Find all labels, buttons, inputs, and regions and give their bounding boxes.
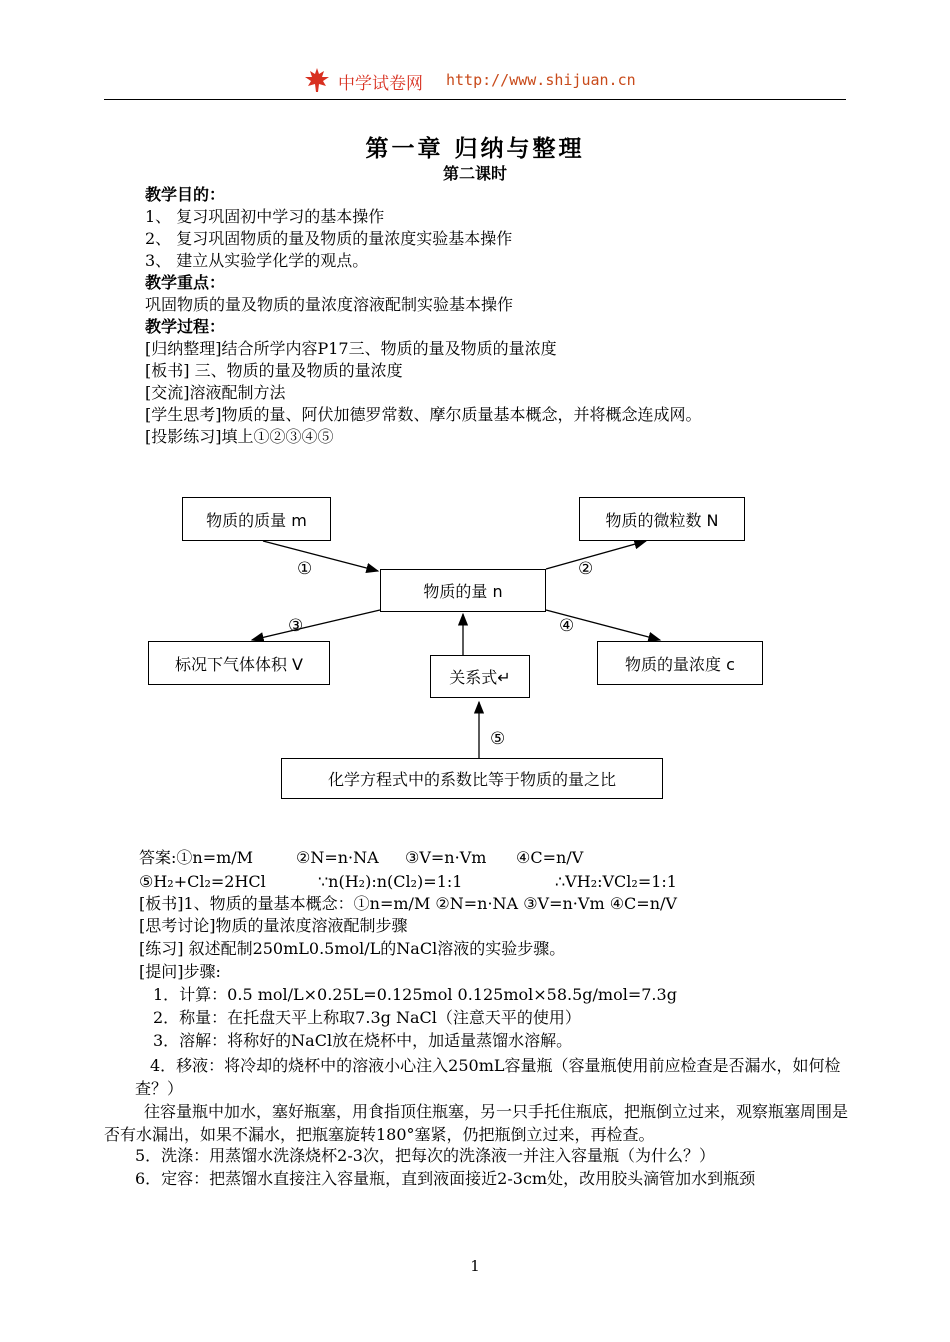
- step-leak-check: 往容量瓶中加水，塞好瓶塞，用食指顶住瓶塞，另一只手托住瓶底，把瓶倒立过来，观察瓶塞周围是否有水漏出，如果不漏水，把瓶塞旋转180°塞紧，仍把瓶倒立过来，再检查。: [104, 1102, 849, 1144]
- objective-item: 1、 复习巩固初中学习的基本操作: [145, 207, 385, 226]
- step-wash: 5．洗涤：用蒸馏水洗涤烧杯2-3次，把每次的洗涤液一并注入容量瓶（为什么？）: [135, 1146, 715, 1165]
- process-line: [板书] 三、物质的量及物质的量浓度: [145, 361, 403, 380]
- focus-heading: 教学重点：: [145, 273, 226, 292]
- label-5: ⑤: [490, 729, 506, 749]
- box-relation: 关系式↵: [430, 655, 530, 698]
- objectives-heading: 教学目的：: [145, 185, 226, 204]
- box-concentration: 物质的量浓度 c: [597, 641, 763, 685]
- arrow-mass-to-amount: [263, 541, 378, 571]
- exercise-line: [练习] 叙述配制250mL0.5mol/L的NaCl溶液的实验步骤。: [139, 939, 566, 958]
- objective-item: 3、 建立从实验学化学的观点。: [145, 251, 369, 270]
- box-mass: 物质的质量 m: [182, 497, 331, 541]
- discussion-line: [思考讨论]物质的量浓度溶液配制步骤: [139, 916, 408, 935]
- label-1: ①: [297, 559, 313, 579]
- step-weigh: 2．称量：在托盘天平上称取7.3g NaCl（注意天平的使用）: [153, 1008, 581, 1027]
- process-line: [交流]溶液配制方法: [145, 383, 286, 402]
- step-calculate: 1．计算：0.5 mol/L×0.25L=0.125mol 0.125mol×58.5g/mol=7.3g: [153, 985, 677, 1004]
- answer-volume-ratio: ∴VH₂:VCl₂=1:1: [555, 872, 677, 891]
- process-line: [学生思考]物质的量、阿伏加德罗常数、摩尔质量基本概念，并将概念连成网。: [145, 405, 702, 424]
- page-number: 1: [470, 1257, 480, 1275]
- board-concepts: [板书]1、物质的量基本概念：①n=m/M ②N=n·NA ③V=n·Vm ④C=n/V: [139, 894, 677, 913]
- focus-text: 巩固物质的量及物质的量浓度溶液配制实验基本操作: [145, 295, 514, 314]
- box-volume: 标况下气体体积 V: [148, 641, 330, 685]
- page-title: 第一章 归纳与整理: [365, 135, 585, 162]
- answer-1: 答案:①n=m/M: [139, 848, 254, 867]
- site-name: 中学试卷网: [338, 74, 423, 94]
- answer-5: ⑤H₂+Cl₂=2HCl: [139, 872, 266, 891]
- answer-ratio: ∵n(H₂):n(Cl₂)=1:1: [318, 872, 463, 891]
- arrow-amount-to-particles: [546, 541, 646, 569]
- step-dissolve: 3．溶解：将称好的NaCl放在烧杯中，加适量蒸馏水溶解。: [153, 1031, 573, 1050]
- page-subtitle: 第二课时: [442, 164, 507, 183]
- box-equation: 化学方程式中的系数比等于物质的量之比: [281, 758, 663, 799]
- box-amount: 物质的量 n: [380, 569, 546, 612]
- label-4: ④: [559, 616, 575, 636]
- answer-2: ②N=n·NA: [296, 848, 379, 867]
- answer-4: ④C=n/V: [516, 848, 584, 867]
- step-fill: 6．定容：把蒸馏水直接注入容量瓶，直到液面接近2-3cm处，改用胶头滴管加水到瓶颈: [135, 1169, 756, 1188]
- objective-item: 2、 复习巩固物质的量及物质的量浓度实验基本操作: [145, 229, 513, 248]
- process-line: [投影练习]填上①②③④⑤: [145, 427, 334, 446]
- step-transfer: 4．移液：将冷却的烧杯中的溶液小心注入250mL容量瓶（容量瓶使用前应检查是否漏水，如何检查？）: [135, 1056, 841, 1098]
- label-3: ③: [288, 616, 304, 636]
- answer-3: ③V=n·Vm: [405, 848, 487, 867]
- question-line: [提问]步骤:: [139, 962, 221, 981]
- box-particles: 物质的微粒数 N: [579, 497, 745, 541]
- arrow-amount-to-volume: [252, 610, 380, 640]
- label-2: ②: [578, 559, 594, 579]
- process-heading: 教学过程：: [145, 317, 226, 336]
- process-line: [归纳整理]结合所学内容P17三、物质的量及物质的量浓度: [145, 339, 557, 358]
- site-url[interactable]: http://www.shijuan.cn: [446, 71, 636, 89]
